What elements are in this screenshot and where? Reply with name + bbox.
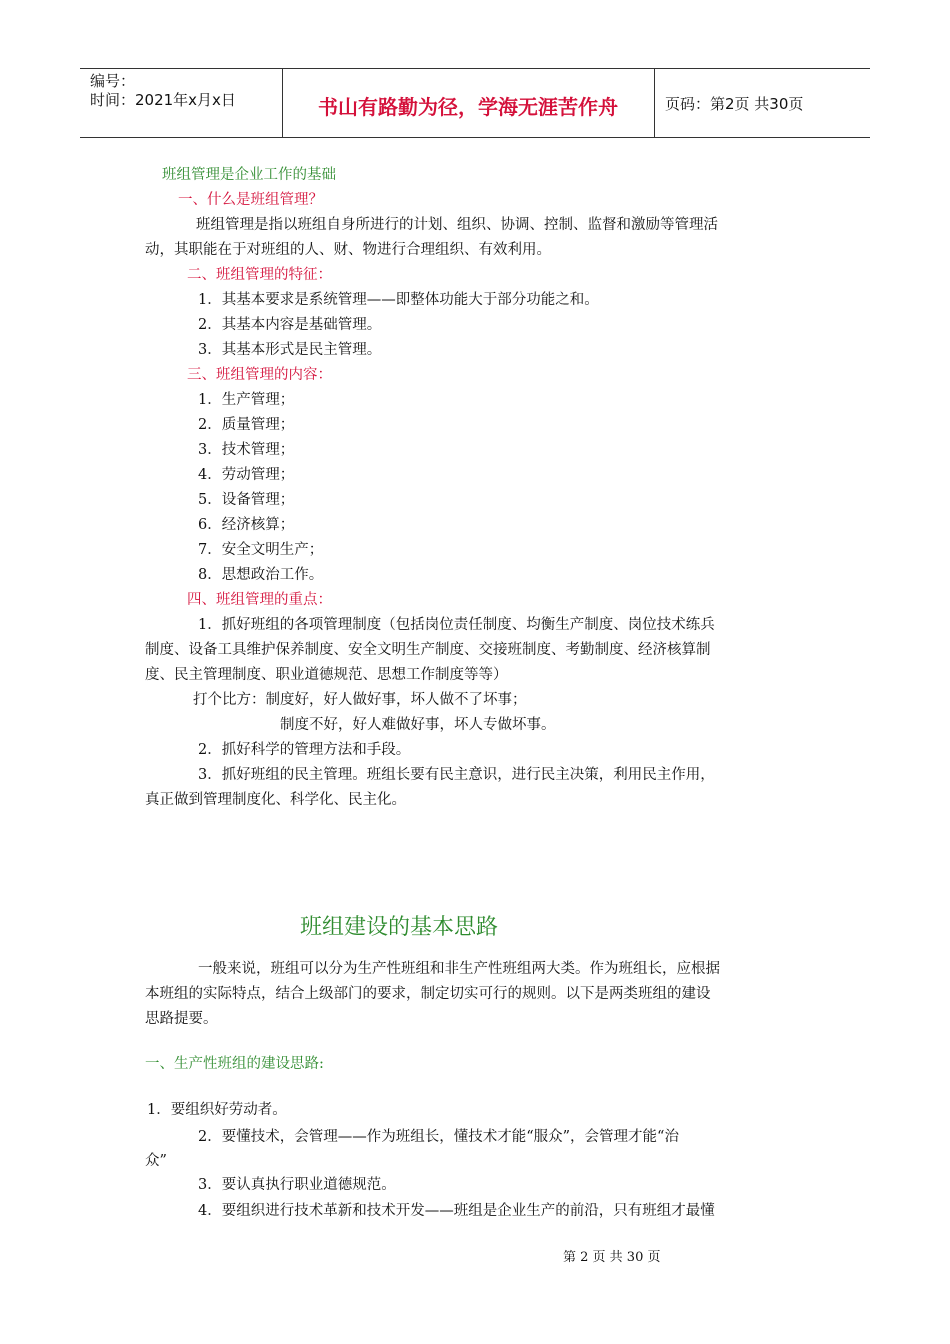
header-page-info: 页码：第2页 共30页 [665, 95, 804, 113]
q2-title: 二、班组管理的特征： [187, 267, 332, 283]
analogy-line: 制度不好，好人难做好事，坏人专做坏事。 [280, 717, 556, 733]
analogy-line: 打个比方：制度好，好人做好事，坏人做不了坏事； [193, 692, 527, 708]
list-item: 4．劳动管理； [198, 467, 295, 483]
intro-paragraph: 思路提要。 [145, 1011, 218, 1027]
page-footer: 第 2 页 共 30 页 [563, 1250, 661, 1265]
list-item: 7．安全文明生产； [198, 542, 324, 558]
q4-paragraph: 真正做到管理制度化、科学化、民主化。 [145, 792, 406, 808]
list-item: 3．技术管理； [198, 442, 295, 458]
q3-title: 三、班组管理的内容： [187, 367, 332, 383]
list-item: 5．设备管理； [198, 492, 295, 508]
list-item: 3．要认真执行职业道德规范。 [198, 1177, 396, 1193]
list-item: 1．要组织好劳动者。 [147, 1102, 287, 1118]
list-item: 6．经济核算； [198, 517, 295, 533]
section-heading: 班组管理是企业工作的基础 [162, 167, 336, 183]
q4-paragraph: 1．抓好班组的各项管理制度（包括岗位责任制度、均衡生产制度、岗位技术练兵 [198, 617, 715, 633]
q4-paragraph: 制度、设备工具维护保养制度、安全文明生产制度、交接班制度、考勤制度、经济核算制 [145, 642, 711, 658]
header-meta [90, 72, 236, 110]
number-label: 编号： [90, 72, 136, 90]
list-item: 8．思想政治工作。 [198, 567, 324, 583]
list-item: 1．生产管理； [198, 392, 295, 408]
q4-title: 四、班组管理的重点： [187, 592, 332, 608]
section2-title: 班组建设的基本思路 [300, 915, 499, 940]
list-item: 4．要组织进行技术革新和技术开发——班组是企业生产的前沿，只有班组才最懂 [198, 1203, 715, 1219]
q4-paragraph: 度、民主管理制度、职业道德规范、思想工作制度等等） [145, 667, 508, 683]
header-divider [654, 69, 655, 137]
date-label: 时间：2021年x月x日 [90, 91, 236, 109]
page-header [80, 68, 870, 138]
q1-body: 动，其职能在于对班组的人、财、物进行合理组织、有效利用。 [145, 242, 551, 258]
intro-paragraph: 本班组的实际特点，结合上级部门的要求，制定切实可行的规则。以下是两类班组的建设 [145, 986, 711, 1002]
list-item: 众” [145, 1153, 167, 1169]
list-item: 2．质量管理； [198, 417, 295, 433]
q4-paragraph: 3．抓好班组的民主管理。班组长要有民主意识，进行民主决策，利用民主作用， [198, 767, 715, 783]
intro-paragraph: 一般来说，班组可以分为生产性班组和非生产性班组两大类。作为班组长，应根据 [198, 961, 720, 977]
list-item: 1．其基本要求是系统管理——即整体功能大于部分功能之和。 [198, 292, 599, 308]
list-item: 3．其基本形式是民主管理。 [198, 342, 382, 358]
q4-paragraph: 2．抓好科学的管理方法和手段。 [198, 742, 411, 758]
q1-body: 班组管理是指以班组自身所进行的计划、组织、协调、控制、监督和激励等管理活 [196, 217, 718, 233]
q1-title: 一、什么是班组管理？ [178, 192, 323, 208]
header-motto: 书山有路勤为径，学海无涯苦作舟 [318, 95, 618, 119]
sub-title: 一、生产性班组的建设思路: [145, 1056, 324, 1072]
list-item: 2．其基本内容是基础管理。 [198, 317, 382, 333]
list-item: 2．要懂技术，会管理——作为班组长，懂技术才能“服众”，会管理才能“治 [198, 1129, 679, 1145]
